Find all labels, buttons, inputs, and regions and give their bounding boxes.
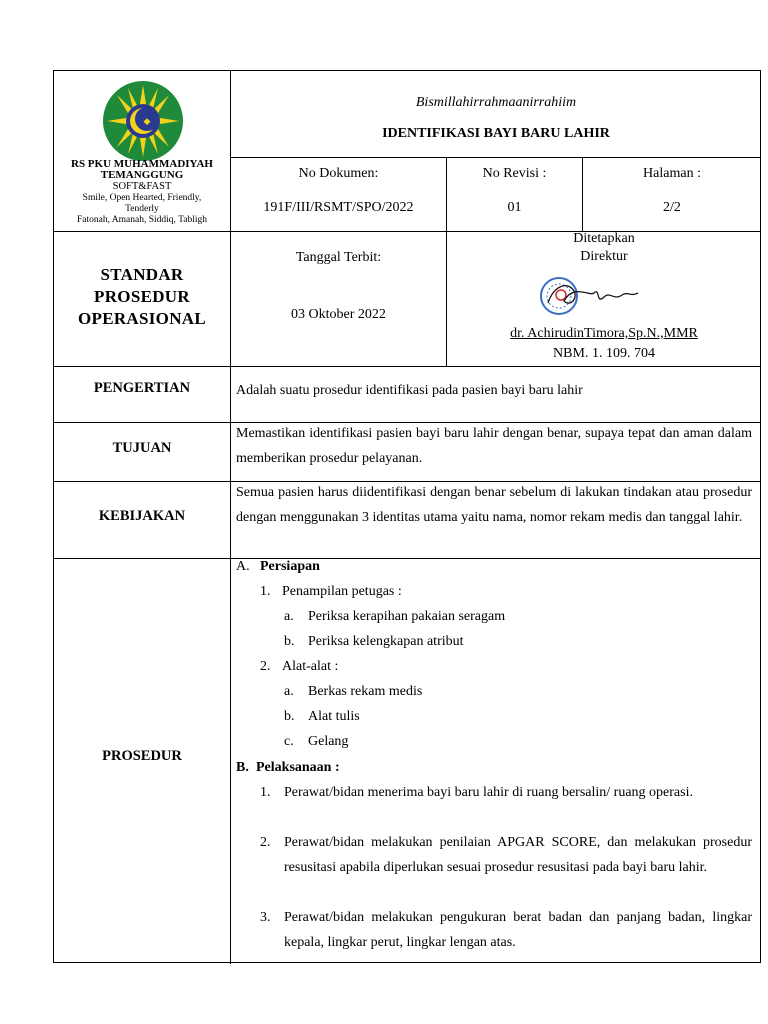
list-item-marker: 2. [260, 659, 271, 674]
org-name-line1: RS PKU MUHAMMADIYAH [71, 158, 213, 170]
list-item-marker: b. [284, 709, 295, 724]
tujuan-label: TUJUAN [112, 440, 172, 456]
list-item-marker: b. [284, 634, 295, 649]
sop-title-line2: PROSEDUR [94, 287, 190, 306]
doc-number-label: No Dokumen: [298, 166, 379, 181]
sop-title-line3: OPERASIONAL [78, 309, 206, 328]
list-item: Alat-alat : [282, 659, 339, 674]
issue-date-label: Tanggal Terbit: [295, 250, 382, 265]
director-nbm: NBM. 1. 109. 704 [553, 346, 655, 361]
list-item: Periksa kerapihan pakaian seragam [308, 609, 506, 624]
prosedur-label: PROSEDUR [102, 748, 182, 764]
doc-number-value: 191F/III/RSMT/SPO/2022 [263, 200, 414, 215]
list-item: Perawat/bidan melakukan penilaian APGAR SCORE, dan melakukan prosedur resusitasi apabila diperlukan sesuai prosedur resusitasi pada bayi baru lahir. [284, 835, 752, 875]
row-divider [54, 366, 761, 367]
revision-value: 01 [507, 200, 522, 215]
list-item-marker: 2. [260, 835, 271, 850]
document-title: IDENTIFIKASI BAYI BARU LAHIR [382, 126, 610, 141]
section-b-title: Pelaksanaan : [256, 760, 340, 775]
section-a-title: Persiapan [260, 559, 320, 574]
svg-text:◆: ◆ [143, 117, 151, 127]
approved-by-label: Ditetapkan [573, 231, 635, 246]
page-value: 2/2 [663, 200, 681, 215]
org-name-line2: TEMANGGUNG [100, 169, 184, 181]
kebijakan-text: Semua pasien harus diidentifikasi dengan benar sebelum di lakukan tindakan atau prosedur dengan menggunakan 3 identitas utama yaitu nama, nomor rekam medis dan tanggal lahir. [236, 485, 752, 525]
hospital-logo [98, 80, 188, 162]
list-item-marker: c. [284, 734, 294, 749]
list-item-marker: a. [284, 684, 294, 699]
list-item-marker: 1. [260, 584, 271, 599]
list-item: Berkas rekam medis [308, 684, 423, 699]
org-tagline-3: Fatonah, Amanah, Siddiq, Tabligh [76, 215, 208, 225]
org-tagline-1: Smile, Open Hearted, Friendly, [82, 193, 202, 203]
kebijakan-label: KEBIJAKAN [98, 508, 186, 524]
list-item: Gelang [308, 734, 349, 749]
list-item: Penampilan petugas : [282, 584, 402, 599]
page-label: Halaman : [643, 166, 701, 181]
bismillah: Bismillahirrahmaanirrahiim [415, 95, 577, 110]
list-item: Alat tulis [308, 709, 360, 724]
director-signature-stamp [534, 267, 646, 325]
row-divider [230, 157, 761, 158]
org-tagline-2: Tenderly [125, 204, 159, 214]
list-item: Perawat/bidan menerima bayi baru lahir di ruang bersalin/ ruang operasi. [284, 785, 693, 800]
org-motto: SOFT&FAST [112, 181, 172, 192]
list-item-marker: 3. [260, 910, 271, 925]
pengertian-label: PENGERTIAN [93, 380, 191, 396]
sop-title-line1: STANDAR [100, 265, 184, 284]
pengertian-text: Adalah suatu prosedur identifikasi pada pasien bayi baru lahir [236, 383, 583, 398]
section-a-marker: A. [236, 559, 250, 574]
list-item: Perawat/bidan melakukan pengukuran berat badan dan panjang badan, lingkar kepala, lingkar perut, lingkar lengan atas. [284, 910, 752, 950]
director-title: Direktur [580, 249, 628, 264]
revision-label: No Revisi : [482, 166, 547, 181]
director-name: dr. AchirudinTimora,Sp.N.,MMR [510, 326, 698, 341]
sop-document-table [53, 70, 761, 963]
section-b-marker: B. [236, 760, 249, 775]
list-item-marker: a. [284, 609, 294, 624]
list-item: Periksa kelengkapan atribut [308, 634, 464, 649]
tujuan-text: Memastikan identifikasi pasien bayi baru lahir dengan benar, supaya tepat dan aman dalam memberikan prosedur pelayanan. [236, 426, 752, 466]
sop-title [54, 264, 230, 330]
row-divider [54, 558, 761, 559]
issue-date-value: 03 Oktober 2022 [291, 307, 386, 322]
list-item-marker: 1. [260, 785, 271, 800]
